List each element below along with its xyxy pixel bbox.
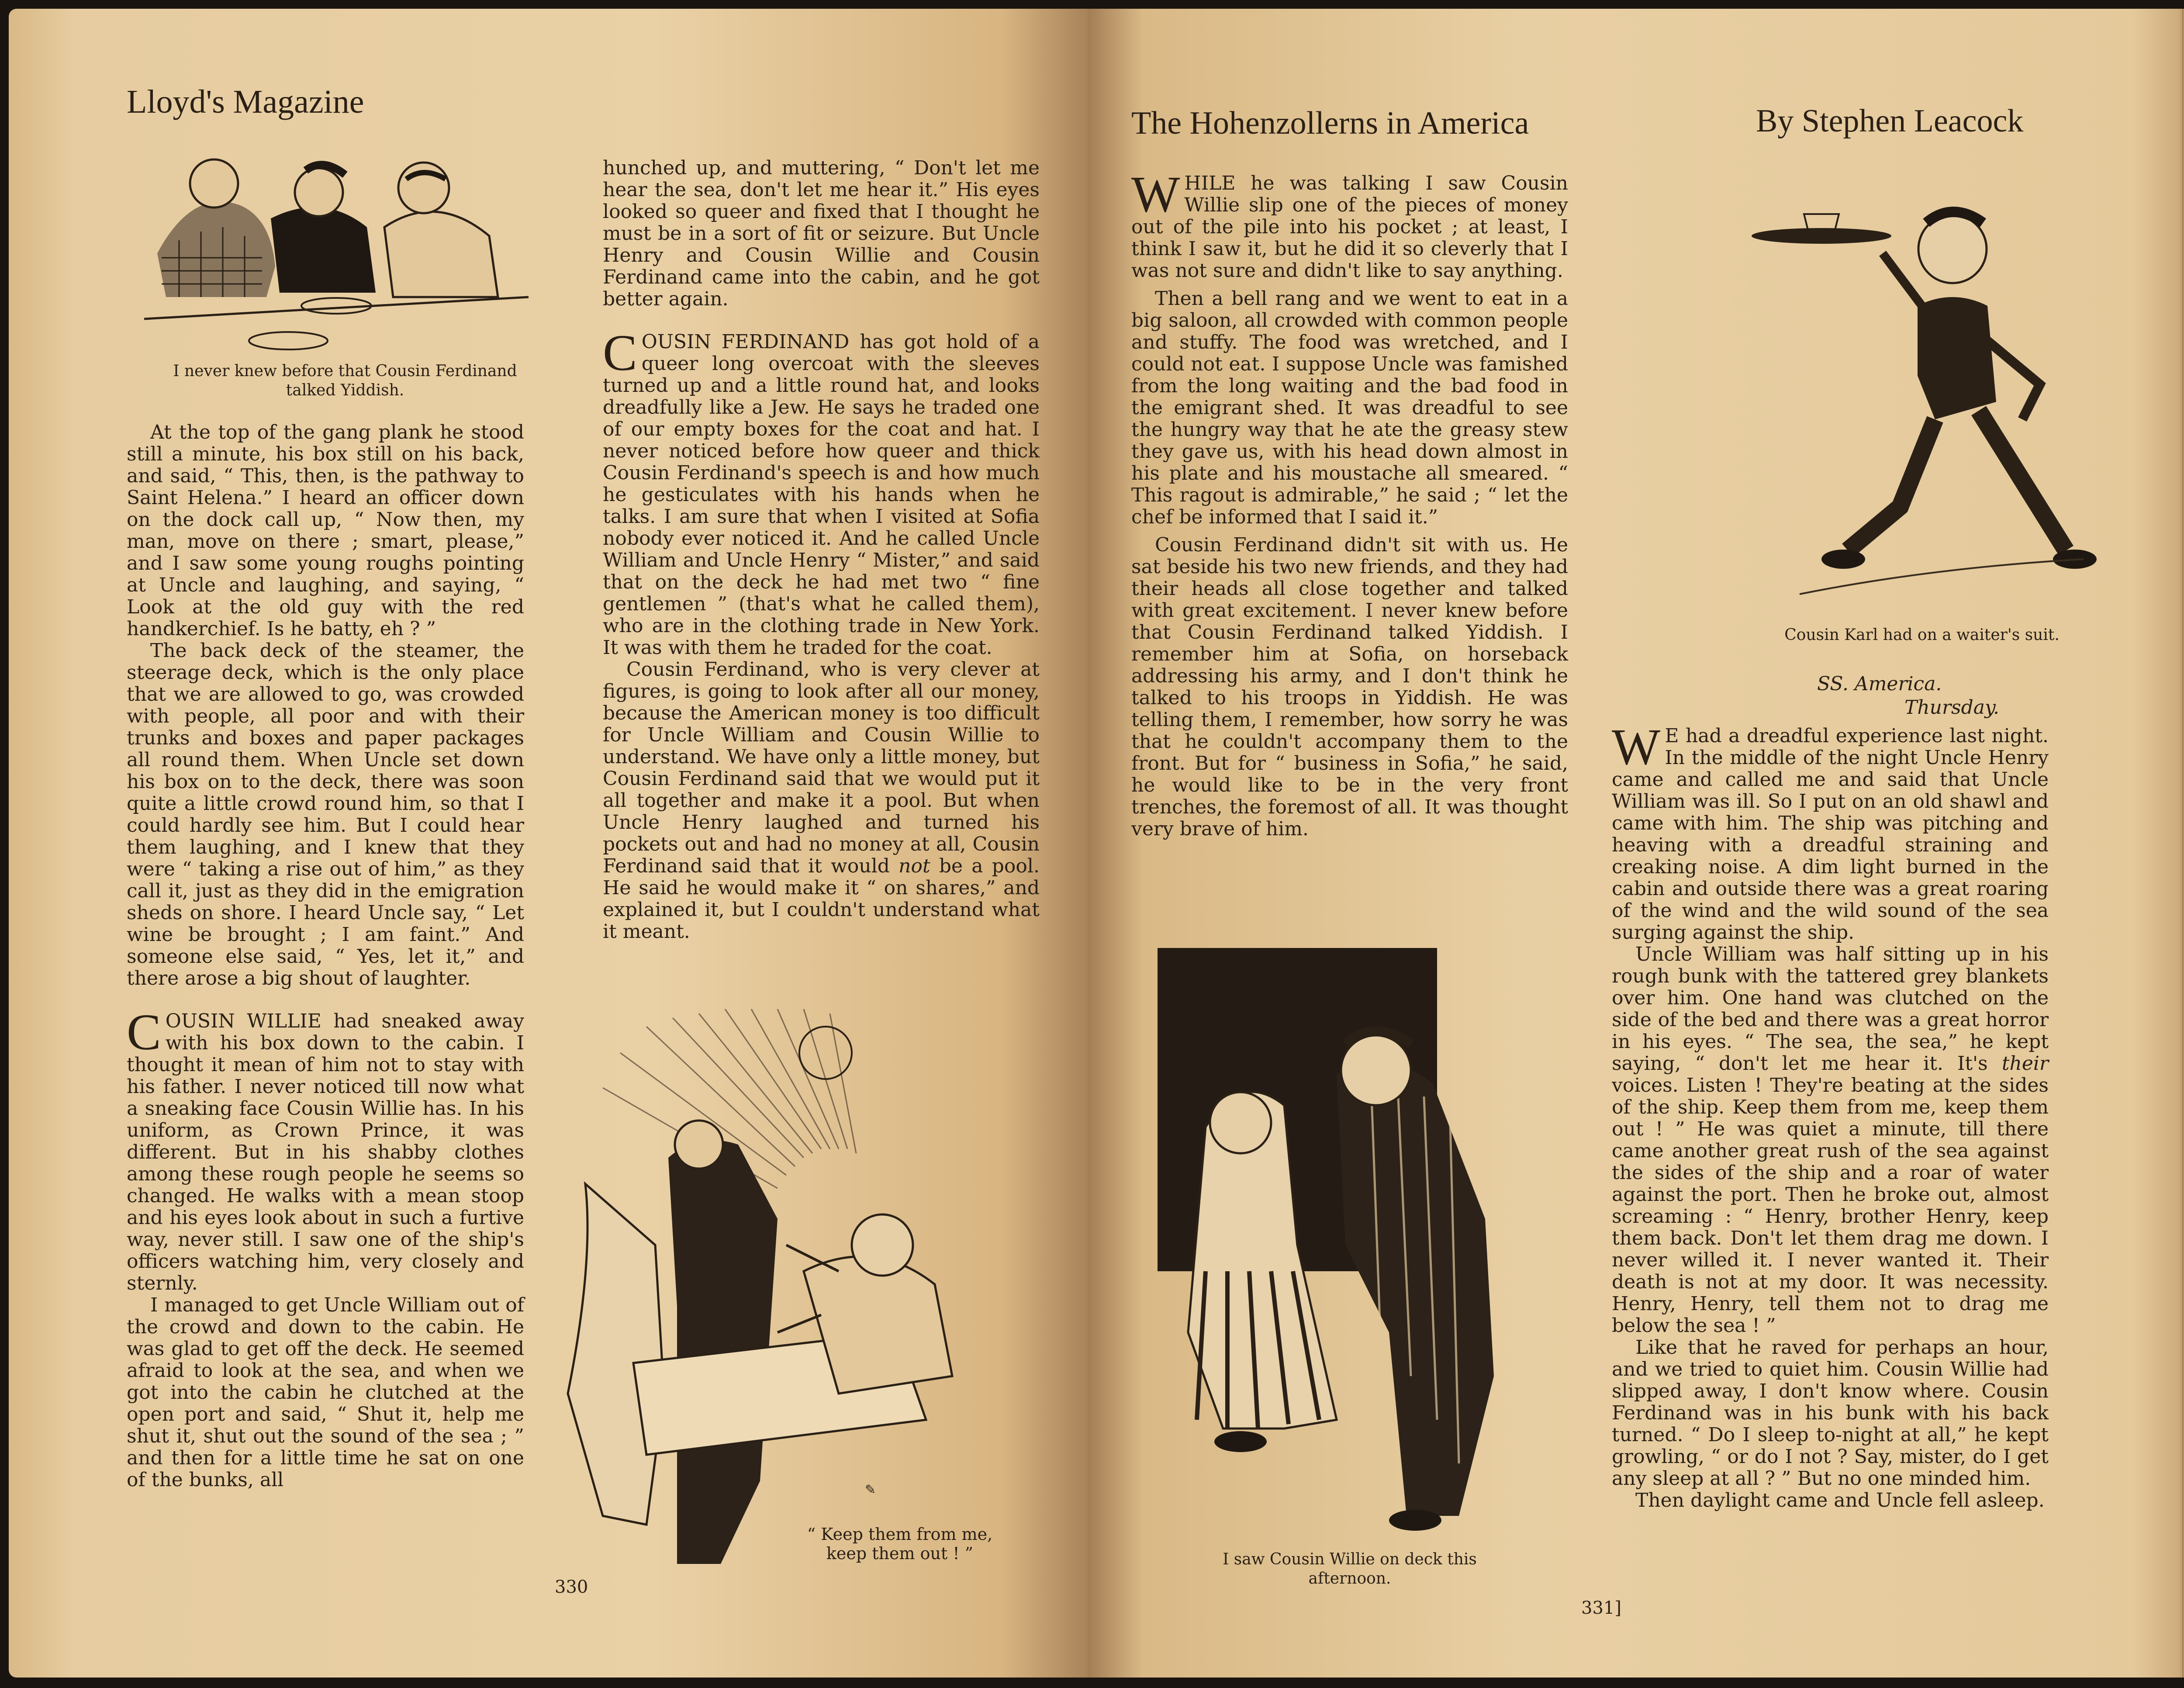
book-page-edges	[2180, 9, 2184, 1678]
dateline-ship: SS. America.	[1817, 673, 1942, 695]
caption-cousin-willie-deck: I saw Cousin Willie on deck this afternoon.	[1223, 1550, 1477, 1588]
caption-cousin-karl: Cousin Karl had on a waiter's suit.	[1784, 626, 2060, 644]
paragraph-text: voices. Listen ! They're beating at the sides of the ship. Keep them from me, keep them out ! ” He was quiet a minute, till there came another great rush of the sea against the sides of the ship and a roar of water against the port. Then he broke out, almost screaming : “ Henry, brother Henry, keep them back. Don't let them drag me down. I never willed it. I never wanted it. Their death is not at my door. It was necessity. Henry, Henry, tell them not to drag me below the sea ! ”	[1612, 1074, 2049, 1337]
article-title: The Hohenzollerns in America	[1131, 105, 1529, 141]
paragraph: Then daylight came and Uncle fell asleep.	[1635, 1489, 2045, 1512]
page-number: 331]	[1581, 1598, 1621, 1618]
paragraph: I managed to get Uncle William out of the crowd and down to the cabin. He was glad to get off the deck. He seemed afraid to look at the sea, and when we got into the cabin he clutched at the open port and said, “ Shut it, help me shut it, shut out the sound of the sea ; ” and then for a little time he sat on one of the bunks, all	[127, 1294, 524, 1491]
paragraph: Like that he raved for perhaps an hour, and we tried to quiet him. Cousin Willie had slipped away, I don't know where. Cousin Ferdinand was in his bunk with his back turned. “ Do I sleep to-night at all,” he kept growling, “ or do I not ? Say, mister, do I get any sleep at all ? ” But no one minded him.	[1612, 1336, 2049, 1490]
emphasis: not	[898, 855, 930, 877]
right-page	[1088, 9, 2184, 1678]
left-page	[9, 9, 1088, 1678]
paragraph: At the top of the gang plank he stood still a minute, his box still on his back, and said, “ This, then, is the pathway to Saint Helena.” I heard an officer down on the dock call up, “ Now then, my man, move on there ; smart, please,” and I saw some young roughs pointing at Uncle and laughing, and saying, “ Look at the old guy with the red handkerchief. Is he batty, eh ? ”	[127, 421, 524, 640]
paragraph	[603, 324, 1040, 659]
paragraph-text: Cousin Ferdinand, who is very clever at figures, is going to look after all our money, because the American money is too difficult for Uncle William and Cousin Willie to understand. We have only a little money, but Cousin Ferdinand said that we would put it all together and make it a pool. But when Uncle Henry laughed and turned his pockets out and had no money at all, Cousin Ferdinand said that it would	[603, 658, 1040, 877]
paragraph: The back deck of the steamer, the steerage deck, which is the only place that we are allowed to go, was crowded with people, all poor and with their trunks and boxes and paper packages all round them. When Uncle set down his box on to the deck, there was soon quite a little crowd round him, so that I could hardly see him. But I could hear them laughing, and I knew that they were “ taking a rise out of him,” as they call it, just as they did in the emigration sheds on shore. I heard Uncle say, “ Let wine be brought ; I am faint.” And someone else said, “ Yes, let it,” and there arose a big shout of laughter.	[127, 640, 524, 989]
paragraph-text: OUSIN FERDINAND has got hold of a queer long overcoat with the sleeves turned up and a little round hat, and looks dreadfully like a Jew. He says he traded one of our empty boxes for the coat and hat. I never noticed before how queer and thick Cousin Ferdinand's speech is and how much he gesticulates with his hands when he talks. I am sure that when I visited at Sofia nobody ever noticed it. And he called Uncle William and Uncle Henry “ Mister,” and said that on the deck he had met two “ fine gentlemen ” (that's what he called them), who are in the clothing trade in New York. It was with them he traded for the coat.	[603, 331, 1040, 659]
drop-cap: C	[127, 1003, 161, 1061]
paragraph	[1131, 166, 1568, 282]
drop-cap: C	[603, 324, 637, 381]
paragraph: Then a bell rang and we went to eat in a big saloon, all crowded with common people and stuffy. The food was wretched, and I could not eat. I suppose Uncle was famished from the long waiting and the bad food in the emigrant shed. It was dreadful to see the hungry way that he ate the greasy stew they gave us, with his head down almost in his plate and his moustache all smeared. “ This ragout is admirable,” he said ; “ let the chef be informed that I said it.”	[1131, 287, 1568, 528]
paragraph	[1612, 718, 2049, 944]
three-men-illustration	[140, 153, 533, 354]
article-byline: By Stephen Leacock	[1756, 103, 2024, 139]
paragraph: hunched up, and muttering, “ Don't let me hear the sea, don't let me hear it.” His eyes looked so queer and fixed that I thought he must be in a sort of fit or seizure. But Uncle Henry and Cousin Willie and Cousin Ferdinand came into the cabin, and he got better again.	[603, 157, 1040, 310]
magazine-header: Lloyd's Magazine	[127, 83, 364, 120]
page-number: 330	[555, 1577, 588, 1597]
caption-keep-them-out: “ Keep them from me, keep them out ! ”	[807, 1525, 993, 1563]
couple-on-deck-illustration	[1153, 939, 1572, 1542]
drop-cap: W	[1612, 718, 1661, 775]
paragraph	[1612, 944, 2049, 1337]
drop-cap: W	[1131, 166, 1180, 223]
dateline-day: Thursday.	[1904, 696, 2000, 719]
paragraph	[127, 1003, 524, 1294]
paragraph-text: be a pool. He said he would make it “ on shares,” and explained it, but I couldn't understand what it meant.	[603, 855, 1040, 943]
cabin-illustration	[533, 1000, 1057, 1590]
left-column-2	[603, 157, 1040, 943]
waiter-illustration	[1690, 175, 2171, 620]
right-column-2	[1612, 718, 2049, 1512]
left-column-1	[127, 422, 524, 1491]
emphasis: their	[2001, 1052, 2049, 1075]
right-column-1	[1131, 166, 1568, 840]
paragraph-text: E had a dreadful experience last night. In the middle of the night Uncle Henry came and called me and said that Uncle William was ill. So I put on an old shawl and came with him. The ship was pitching and heaving with a dreadful straining and creaking noise. A dim light burned in the cabin and outside there was a great roaring of the wind and the wild sound of the sea surging against the ship.	[1612, 725, 2049, 944]
paragraph: Cousin Ferdinand didn't sit with us. He sat beside his two new friends, and they had their heads all close together and talked with great excitement. I never knew before that Cousin Ferdinand talked Yiddish. I remember him at Sofia, on horseback addressing his army, and I don't think he talked to his troops in Yiddish. He was telling them, I remember, how sorry he was that he couldn't accompany them to the front. But for “ business in Sofia,” he said, he would like to be in the very front trenches, the foremost of all. It was thought very brave of him.	[1131, 534, 1568, 840]
svg-text:✎: ✎	[865, 1482, 876, 1498]
paragraph-text: HILE he was talking I saw Cousin Willie slip one of the pieces of money out of the pile into his pocket ; at least, I think I saw it, but he did it so cleverly that I was not sure and didn't like to say anything.	[1131, 172, 1568, 282]
caption-ferdinand-yiddish: I never knew before that Cousin Ferdinand talked Yiddish.	[173, 362, 517, 399]
paragraph-text: Uncle William was half sitting up in his rough bunk with the tattered grey blankets over him. One hand was clutched on the side of the bed and there was a great horror in his eyes. “ The sea, the sea,” he kept saying, “ don't let me hear it. It's	[1612, 943, 2049, 1075]
paragraph	[603, 659, 1040, 943]
paragraph-text: OUSIN WILLIE had sneaked away with his box down to the cabin. I thought it mean of him not to stay with his father. I never noticed till now what a sneaking face Cousin Willie has. In his uniform, as Crown Prince, it was different. But in his shabby clothes among these rough people he seems so changed. He walks with a mean stoop and his eyes look about in such a furtive way, never still. I saw one of the ship's officers watching him, very closely and sternly.	[127, 1010, 524, 1294]
